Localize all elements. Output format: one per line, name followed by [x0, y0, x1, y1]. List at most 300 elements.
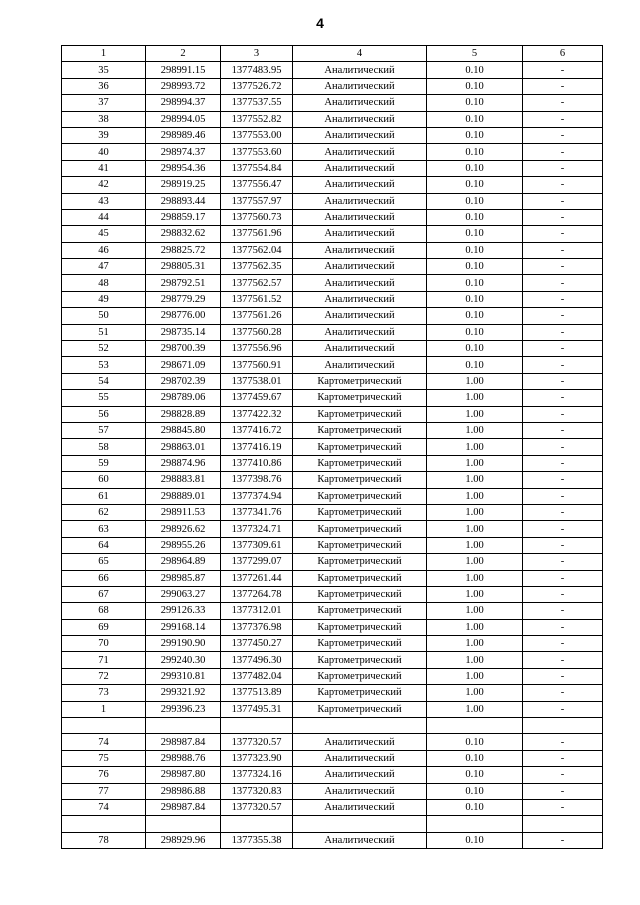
x-coordinate-cell: 299321.92 [146, 685, 221, 701]
method-cell: Картометрический [293, 570, 427, 586]
y-coordinate-cell: 1377562.57 [221, 275, 293, 291]
accuracy-cell: 0.10 [427, 193, 523, 209]
point-number-cell: 46 [62, 242, 146, 258]
accuracy-cell: 0.10 [427, 62, 523, 78]
method-cell: Аналитический [293, 767, 427, 783]
point-number-cell: 66 [62, 570, 146, 586]
note-cell: - [523, 144, 603, 160]
point-number-cell: 36 [62, 78, 146, 94]
y-coordinate-cell: 1377374.94 [221, 488, 293, 504]
point-number-cell: 72 [62, 668, 146, 684]
accuracy-cell: 0.10 [427, 324, 523, 340]
accuracy-cell [427, 816, 523, 832]
accuracy-cell: 0.10 [427, 111, 523, 127]
method-cell: Аналитический [293, 144, 427, 160]
method-cell: Аналитический [293, 193, 427, 209]
table-row [62, 62, 603, 78]
y-coordinate-cell: 1377324.16 [221, 767, 293, 783]
coordinates-table [61, 45, 603, 849]
point-number-cell: 45 [62, 226, 146, 242]
column-header: 1 [62, 46, 146, 62]
point-number-cell: 40 [62, 144, 146, 160]
note-cell: - [523, 62, 603, 78]
y-coordinate-cell: 1377264.78 [221, 586, 293, 602]
column-header: 2 [146, 46, 221, 62]
point-number-cell: 74 [62, 799, 146, 815]
point-number-cell: 42 [62, 177, 146, 193]
method-cell: Аналитический [293, 783, 427, 799]
note-cell: - [523, 111, 603, 127]
note-cell: - [523, 652, 603, 668]
note-cell: - [523, 734, 603, 750]
point-number-cell: 39 [62, 127, 146, 143]
method-cell: Аналитический [293, 160, 427, 176]
table-row [62, 652, 603, 668]
table-row [62, 422, 603, 438]
table-header-row [62, 46, 603, 62]
x-coordinate-cell: 298789.06 [146, 390, 221, 406]
accuracy-cell: 1.00 [427, 701, 523, 717]
y-coordinate-cell: 1377309.61 [221, 537, 293, 553]
accuracy-cell: 0.10 [427, 275, 523, 291]
y-coordinate-cell: 1377513.89 [221, 685, 293, 701]
y-coordinate-cell: 1377422.32 [221, 406, 293, 422]
note-cell: - [523, 636, 603, 652]
table-row [62, 521, 603, 537]
x-coordinate-cell: 298792.51 [146, 275, 221, 291]
x-coordinate-cell: 298987.80 [146, 767, 221, 783]
point-number-cell: 43 [62, 193, 146, 209]
note-cell: - [523, 95, 603, 111]
table-row [62, 226, 603, 242]
x-coordinate-cell: 299310.81 [146, 668, 221, 684]
x-coordinate-cell: 298994.37 [146, 95, 221, 111]
note-cell: - [523, 586, 603, 602]
table-row [62, 537, 603, 553]
note-cell: - [523, 783, 603, 799]
table-row [62, 455, 603, 471]
note-cell: - [523, 193, 603, 209]
table-row [62, 668, 603, 684]
method-cell [293, 816, 427, 832]
point-number-cell [62, 718, 146, 734]
note-cell: - [523, 341, 603, 357]
accuracy-cell: 0.10 [427, 144, 523, 160]
note-cell: - [523, 259, 603, 275]
column-header: 3 [221, 46, 293, 62]
table-row [62, 127, 603, 143]
y-coordinate-cell: 1377561.52 [221, 291, 293, 307]
accuracy-cell: 1.00 [427, 685, 523, 701]
accuracy-cell: 1.00 [427, 554, 523, 570]
x-coordinate-cell: 298994.05 [146, 111, 221, 127]
table-row [62, 209, 603, 225]
note-cell: - [523, 668, 603, 684]
accuracy-cell: 0.10 [427, 767, 523, 783]
method-cell: Аналитический [293, 750, 427, 766]
table-row [62, 78, 603, 94]
accuracy-cell: 1.00 [427, 439, 523, 455]
method-cell: Аналитический [293, 95, 427, 111]
note-cell: - [523, 209, 603, 225]
x-coordinate-cell: 298893.44 [146, 193, 221, 209]
method-cell: Аналитический [293, 259, 427, 275]
point-number-cell: 1 [62, 701, 146, 717]
method-cell: Аналитический [293, 799, 427, 815]
method-cell [293, 718, 427, 734]
y-coordinate-cell: 1377398.76 [221, 472, 293, 488]
point-number-cell: 71 [62, 652, 146, 668]
x-coordinate-cell: 299126.33 [146, 603, 221, 619]
note-cell: - [523, 127, 603, 143]
point-number-cell: 73 [62, 685, 146, 701]
point-number-cell: 44 [62, 209, 146, 225]
y-coordinate-cell: 1377450.27 [221, 636, 293, 652]
accuracy-cell: 1.00 [427, 455, 523, 471]
method-cell: Аналитический [293, 308, 427, 324]
x-coordinate-cell: 298779.29 [146, 291, 221, 307]
point-number-cell: 68 [62, 603, 146, 619]
y-coordinate-cell: 1377323.90 [221, 750, 293, 766]
x-coordinate-cell: 298993.72 [146, 78, 221, 94]
accuracy-cell: 1.00 [427, 586, 523, 602]
point-number-cell: 63 [62, 521, 146, 537]
method-cell: Аналитический [293, 62, 427, 78]
table-row [62, 357, 603, 373]
point-number-cell: 54 [62, 373, 146, 389]
accuracy-cell: 0.10 [427, 177, 523, 193]
point-number-cell: 65 [62, 554, 146, 570]
x-coordinate-cell: 298874.96 [146, 455, 221, 471]
y-coordinate-cell: 1377560.91 [221, 357, 293, 373]
x-coordinate-cell: 298883.81 [146, 472, 221, 488]
table-row [62, 750, 603, 766]
point-number-cell: 49 [62, 291, 146, 307]
note-cell: - [523, 406, 603, 422]
accuracy-cell: 1.00 [427, 390, 523, 406]
x-coordinate-cell: 298911.53 [146, 504, 221, 520]
method-cell: Картометрический [293, 373, 427, 389]
table-row [62, 308, 603, 324]
point-number-cell: 58 [62, 439, 146, 455]
y-coordinate-cell: 1377416.19 [221, 439, 293, 455]
table-row [62, 373, 603, 389]
point-number-cell: 56 [62, 406, 146, 422]
x-coordinate-cell: 298863.01 [146, 439, 221, 455]
accuracy-cell: 1.00 [427, 406, 523, 422]
method-cell: Картометрический [293, 603, 427, 619]
y-coordinate-cell: 1377556.47 [221, 177, 293, 193]
table-row [62, 799, 603, 815]
y-coordinate-cell: 1377552.82 [221, 111, 293, 127]
table-row [62, 488, 603, 504]
point-number-cell: 48 [62, 275, 146, 291]
note-cell: - [523, 750, 603, 766]
accuracy-cell: 1.00 [427, 652, 523, 668]
accuracy-cell: 1.00 [427, 619, 523, 635]
x-coordinate-cell: 299063.27 [146, 586, 221, 602]
accuracy-cell: 0.10 [427, 242, 523, 258]
y-coordinate-cell: 1377416.72 [221, 422, 293, 438]
point-number-cell: 35 [62, 62, 146, 78]
method-cell: Картометрический [293, 504, 427, 520]
note-cell: - [523, 472, 603, 488]
note-cell: - [523, 570, 603, 586]
point-number-cell: 57 [62, 422, 146, 438]
x-coordinate-cell: 298859.17 [146, 209, 221, 225]
y-coordinate-cell: 1377320.57 [221, 734, 293, 750]
accuracy-cell: 1.00 [427, 603, 523, 619]
method-cell: Картометрический [293, 652, 427, 668]
point-number-cell: 38 [62, 111, 146, 127]
table-row [62, 259, 603, 275]
note-cell: - [523, 439, 603, 455]
accuracy-cell: 0.10 [427, 160, 523, 176]
x-coordinate-cell: 298986.88 [146, 783, 221, 799]
point-number-cell: 37 [62, 95, 146, 111]
x-coordinate-cell: 298974.37 [146, 144, 221, 160]
table-row [62, 406, 603, 422]
x-coordinate-cell: 298700.39 [146, 341, 221, 357]
note-cell: - [523, 357, 603, 373]
method-cell: Аналитический [293, 832, 427, 848]
method-cell: Картометрический [293, 668, 427, 684]
point-number-cell: 50 [62, 308, 146, 324]
method-cell: Картометрический [293, 537, 427, 553]
accuracy-cell: 1.00 [427, 488, 523, 504]
x-coordinate-cell: 298955.26 [146, 537, 221, 553]
point-number-cell [62, 816, 146, 832]
note-cell: - [523, 521, 603, 537]
x-coordinate-cell: 298735.14 [146, 324, 221, 340]
table-row [62, 619, 603, 635]
table-row [62, 734, 603, 750]
method-cell: Картометрический [293, 488, 427, 504]
y-coordinate-cell: 1377410.86 [221, 455, 293, 471]
x-coordinate-cell: 298929.96 [146, 832, 221, 848]
note-cell: - [523, 619, 603, 635]
note-cell: - [523, 422, 603, 438]
point-number-cell: 55 [62, 390, 146, 406]
y-coordinate-cell: 1377320.83 [221, 783, 293, 799]
y-coordinate-cell: 1377553.00 [221, 127, 293, 143]
note-cell: - [523, 324, 603, 340]
note-cell: - [523, 767, 603, 783]
accuracy-cell: 0.10 [427, 341, 523, 357]
note-cell: - [523, 504, 603, 520]
method-cell: Картометрический [293, 439, 427, 455]
accuracy-cell: 0.10 [427, 783, 523, 799]
note-cell: - [523, 799, 603, 815]
method-cell: Аналитический [293, 357, 427, 373]
x-coordinate-cell: 298702.39 [146, 373, 221, 389]
x-coordinate-cell: 298988.76 [146, 750, 221, 766]
note-cell [523, 718, 603, 734]
note-cell: - [523, 160, 603, 176]
x-coordinate-cell: 298985.87 [146, 570, 221, 586]
method-cell: Аналитический [293, 734, 427, 750]
accuracy-cell: 1.00 [427, 537, 523, 553]
table-row [62, 586, 603, 602]
y-coordinate-cell: 1377556.96 [221, 341, 293, 357]
table-row [62, 177, 603, 193]
accuracy-cell: 0.10 [427, 832, 523, 848]
note-cell: - [523, 308, 603, 324]
point-number-cell: 53 [62, 357, 146, 373]
note-cell: - [523, 291, 603, 307]
accuracy-cell: 0.10 [427, 357, 523, 373]
y-coordinate-cell: 1377554.84 [221, 160, 293, 176]
table-row [62, 341, 603, 357]
note-cell [523, 816, 603, 832]
method-cell: Картометрический [293, 472, 427, 488]
method-cell: Картометрический [293, 636, 427, 652]
accuracy-cell: 1.00 [427, 373, 523, 389]
method-cell: Аналитический [293, 127, 427, 143]
table-row [62, 472, 603, 488]
y-coordinate-cell: 1377341.76 [221, 504, 293, 520]
y-coordinate-cell: 1377538.01 [221, 373, 293, 389]
y-coordinate-cell: 1377561.96 [221, 226, 293, 242]
point-number-cell: 60 [62, 472, 146, 488]
table-row [62, 111, 603, 127]
y-coordinate-cell: 1377562.04 [221, 242, 293, 258]
table-row [62, 685, 603, 701]
method-cell: Картометрический [293, 586, 427, 602]
table-row [62, 603, 603, 619]
x-coordinate-cell: 298964.89 [146, 554, 221, 570]
accuracy-cell: 1.00 [427, 636, 523, 652]
accuracy-cell: 1.00 [427, 570, 523, 586]
method-cell: Картометрический [293, 619, 427, 635]
y-coordinate-cell: 1377496.30 [221, 652, 293, 668]
x-coordinate-cell: 298845.80 [146, 422, 221, 438]
method-cell: Аналитический [293, 291, 427, 307]
accuracy-cell: 0.10 [427, 127, 523, 143]
y-coordinate-cell: 1377562.35 [221, 259, 293, 275]
table-row [62, 160, 603, 176]
y-coordinate-cell: 1377557.97 [221, 193, 293, 209]
table-row [62, 832, 603, 848]
x-coordinate-cell: 298828.89 [146, 406, 221, 422]
x-coordinate-cell: 298889.01 [146, 488, 221, 504]
point-number-cell: 77 [62, 783, 146, 799]
x-coordinate-cell: 298954.36 [146, 160, 221, 176]
table-row [62, 242, 603, 258]
x-coordinate-cell: 298671.09 [146, 357, 221, 373]
column-header: 4 [293, 46, 427, 62]
y-coordinate-cell: 1377482.04 [221, 668, 293, 684]
y-coordinate-cell [221, 718, 293, 734]
point-number-cell: 59 [62, 455, 146, 471]
method-cell: Аналитический [293, 177, 427, 193]
point-number-cell: 69 [62, 619, 146, 635]
method-cell: Картометрический [293, 685, 427, 701]
point-number-cell: 67 [62, 586, 146, 602]
x-coordinate-cell: 298989.46 [146, 127, 221, 143]
point-number-cell: 74 [62, 734, 146, 750]
point-number-cell: 47 [62, 259, 146, 275]
note-cell: - [523, 78, 603, 94]
method-cell: Аналитический [293, 275, 427, 291]
table-row [62, 95, 603, 111]
method-cell: Аналитический [293, 78, 427, 94]
y-coordinate-cell: 1377553.60 [221, 144, 293, 160]
y-coordinate-cell: 1377459.67 [221, 390, 293, 406]
point-number-cell: 70 [62, 636, 146, 652]
method-cell: Аналитический [293, 226, 427, 242]
accuracy-cell: 0.10 [427, 799, 523, 815]
y-coordinate-cell: 1377495.31 [221, 701, 293, 717]
point-number-cell: 62 [62, 504, 146, 520]
table-row [62, 504, 603, 520]
table-row [62, 636, 603, 652]
table-row [62, 193, 603, 209]
y-coordinate-cell: 1377560.28 [221, 324, 293, 340]
method-cell: Картометрический [293, 406, 427, 422]
x-coordinate-cell [146, 816, 221, 832]
y-coordinate-cell: 1377355.38 [221, 832, 293, 848]
accuracy-cell: 1.00 [427, 422, 523, 438]
coordinates-table-body [62, 46, 603, 849]
y-coordinate-cell: 1377376.98 [221, 619, 293, 635]
accuracy-cell: 1.00 [427, 504, 523, 520]
y-coordinate-cell: 1377561.26 [221, 308, 293, 324]
method-cell: Картометрический [293, 390, 427, 406]
note-cell: - [523, 685, 603, 701]
table-row [62, 390, 603, 406]
x-coordinate-cell: 298825.72 [146, 242, 221, 258]
note-cell: - [523, 390, 603, 406]
note-cell: - [523, 603, 603, 619]
accuracy-cell: 1.00 [427, 472, 523, 488]
x-coordinate-cell: 298805.31 [146, 259, 221, 275]
column-header: 5 [427, 46, 523, 62]
x-coordinate-cell [146, 718, 221, 734]
note-cell: - [523, 177, 603, 193]
x-coordinate-cell: 299168.14 [146, 619, 221, 635]
table-row [62, 275, 603, 291]
method-cell: Картометрический [293, 701, 427, 717]
y-coordinate-cell: 1377312.01 [221, 603, 293, 619]
y-coordinate-cell: 1377483.95 [221, 62, 293, 78]
table-row [62, 701, 603, 717]
column-header: 6 [523, 46, 603, 62]
table-row [62, 144, 603, 160]
point-number-cell: 61 [62, 488, 146, 504]
table-row [62, 324, 603, 340]
y-coordinate-cell: 1377560.73 [221, 209, 293, 225]
note-cell: - [523, 537, 603, 553]
table-row [62, 439, 603, 455]
x-coordinate-cell: 298987.84 [146, 734, 221, 750]
method-cell: Картометрический [293, 422, 427, 438]
table-row [62, 570, 603, 586]
note-cell: - [523, 488, 603, 504]
y-coordinate-cell: 1377526.72 [221, 78, 293, 94]
accuracy-cell: 0.10 [427, 734, 523, 750]
note-cell: - [523, 832, 603, 848]
accuracy-cell: 0.10 [427, 750, 523, 766]
accuracy-cell: 0.10 [427, 308, 523, 324]
accuracy-cell: 1.00 [427, 668, 523, 684]
accuracy-cell [427, 718, 523, 734]
method-cell: Аналитический [293, 242, 427, 258]
note-cell: - [523, 455, 603, 471]
x-coordinate-cell: 298926.62 [146, 521, 221, 537]
method-cell: Аналитический [293, 111, 427, 127]
table-row-blank [62, 816, 603, 832]
